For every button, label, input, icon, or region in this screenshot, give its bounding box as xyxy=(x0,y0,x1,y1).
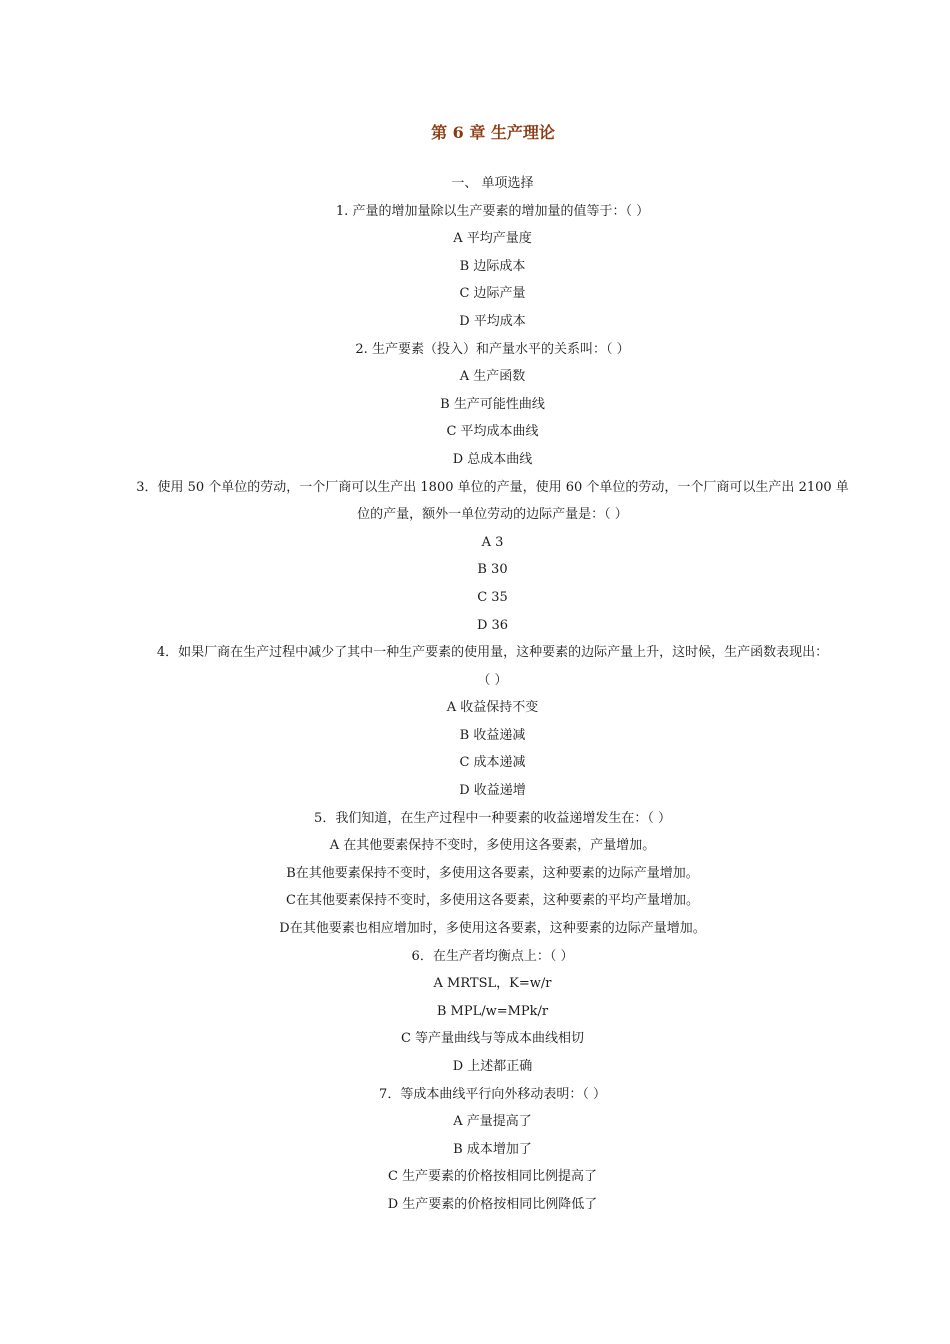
question-stem-line-1: 3．使用 50 个单位的劳动，一个厂商可以生产出 1800 单位的产量，使用 60 个单位的劳动，一个厂商可以生产出 2100 单 xyxy=(136,479,849,495)
question-stem: 2. 生产要素（投入）和产量水平的关系叫：（ ） xyxy=(355,341,630,357)
option-c: C 成本递减 xyxy=(459,755,526,771)
option-a: A 在其他要素保持不变时，多使用这各要素，产量增加。 xyxy=(329,838,656,854)
option-a: A 3 xyxy=(481,534,504,550)
option-b: B 收益递减 xyxy=(459,727,526,743)
option-c: C 35 xyxy=(477,589,508,605)
option-b: B在其他要素保持不变时，多使用这各要素，这种要素的边际产量增加。 xyxy=(286,865,699,881)
question-stem: 7．等成本曲线平行向外移动表明：（ ） xyxy=(379,1086,606,1102)
option-a: A 产量提高了 xyxy=(453,1114,532,1130)
question-stem: 1. 产量的增加量除以生产要素的增加量的值等于：（ ） xyxy=(335,203,650,219)
option-a: A MRTSL，K=w/r xyxy=(433,976,552,992)
option-a: A 平均产量度 xyxy=(453,231,532,247)
question-1 xyxy=(120,198,865,336)
option-c: C在其他要素保持不变时，多使用这各要素，这种要素的平均产量增加。 xyxy=(286,893,699,909)
question-6 xyxy=(120,943,865,1081)
option-c: C 平均成本曲线 xyxy=(446,424,539,440)
option-c: C 边际产量 xyxy=(459,286,526,302)
document-body xyxy=(120,170,865,1219)
question-7 xyxy=(120,1081,865,1219)
question-3 xyxy=(120,474,865,640)
option-b: B 成本增加了 xyxy=(453,1141,532,1157)
option-d: D 生产要素的价格按相同比例降低了 xyxy=(387,1196,598,1212)
option-b: B 生产可能性曲线 xyxy=(440,396,545,412)
question-stem-line-2: 位的产量，额外一单位劳动的边际产量是：（ ） xyxy=(357,507,628,523)
option-d: D 平均成本 xyxy=(459,313,526,329)
option-c: C 等产量曲线与等成本曲线相切 xyxy=(400,1031,585,1047)
question-stem-line-2: （ ） xyxy=(477,672,508,688)
question-4 xyxy=(120,639,865,805)
question-stem: 5．我们知道，在生产过程中一种要素的收益递增发生在：（ ） xyxy=(314,810,671,826)
question-stem-line-1: 4．如果厂商在生产过程中减少了其中一种生产要素的使用量，这种要素的边际产量上升，这时候，生产函数表现出： xyxy=(156,645,829,661)
question-2 xyxy=(120,336,865,474)
option-d: D 总成本曲线 xyxy=(452,451,533,467)
question-stem: 6．在生产者均衡点上：（ ） xyxy=(411,948,574,964)
section-heading: 一、 单项选择 xyxy=(451,176,534,191)
option-b: B 边际成本 xyxy=(459,258,526,274)
option-d: D 收益递增 xyxy=(459,783,526,799)
option-c: C 生产要素的价格按相同比例提高了 xyxy=(387,1169,598,1185)
option-b: B 30 xyxy=(477,562,508,578)
option-d: D 36 xyxy=(476,617,509,633)
option-d: D在其他要素也相应增加时，多使用这各要素，这种要素的边际产量增加。 xyxy=(279,921,706,937)
chapter-title: 第 6 章 生产理论 xyxy=(431,123,555,142)
option-d: D 上述都正确 xyxy=(452,1059,533,1074)
question-5 xyxy=(120,805,865,943)
option-b: B MPL/w=MPk/r xyxy=(436,1003,549,1019)
option-a: A 生产函数 xyxy=(459,369,526,385)
option-a: A 收益保持不变 xyxy=(446,700,539,716)
